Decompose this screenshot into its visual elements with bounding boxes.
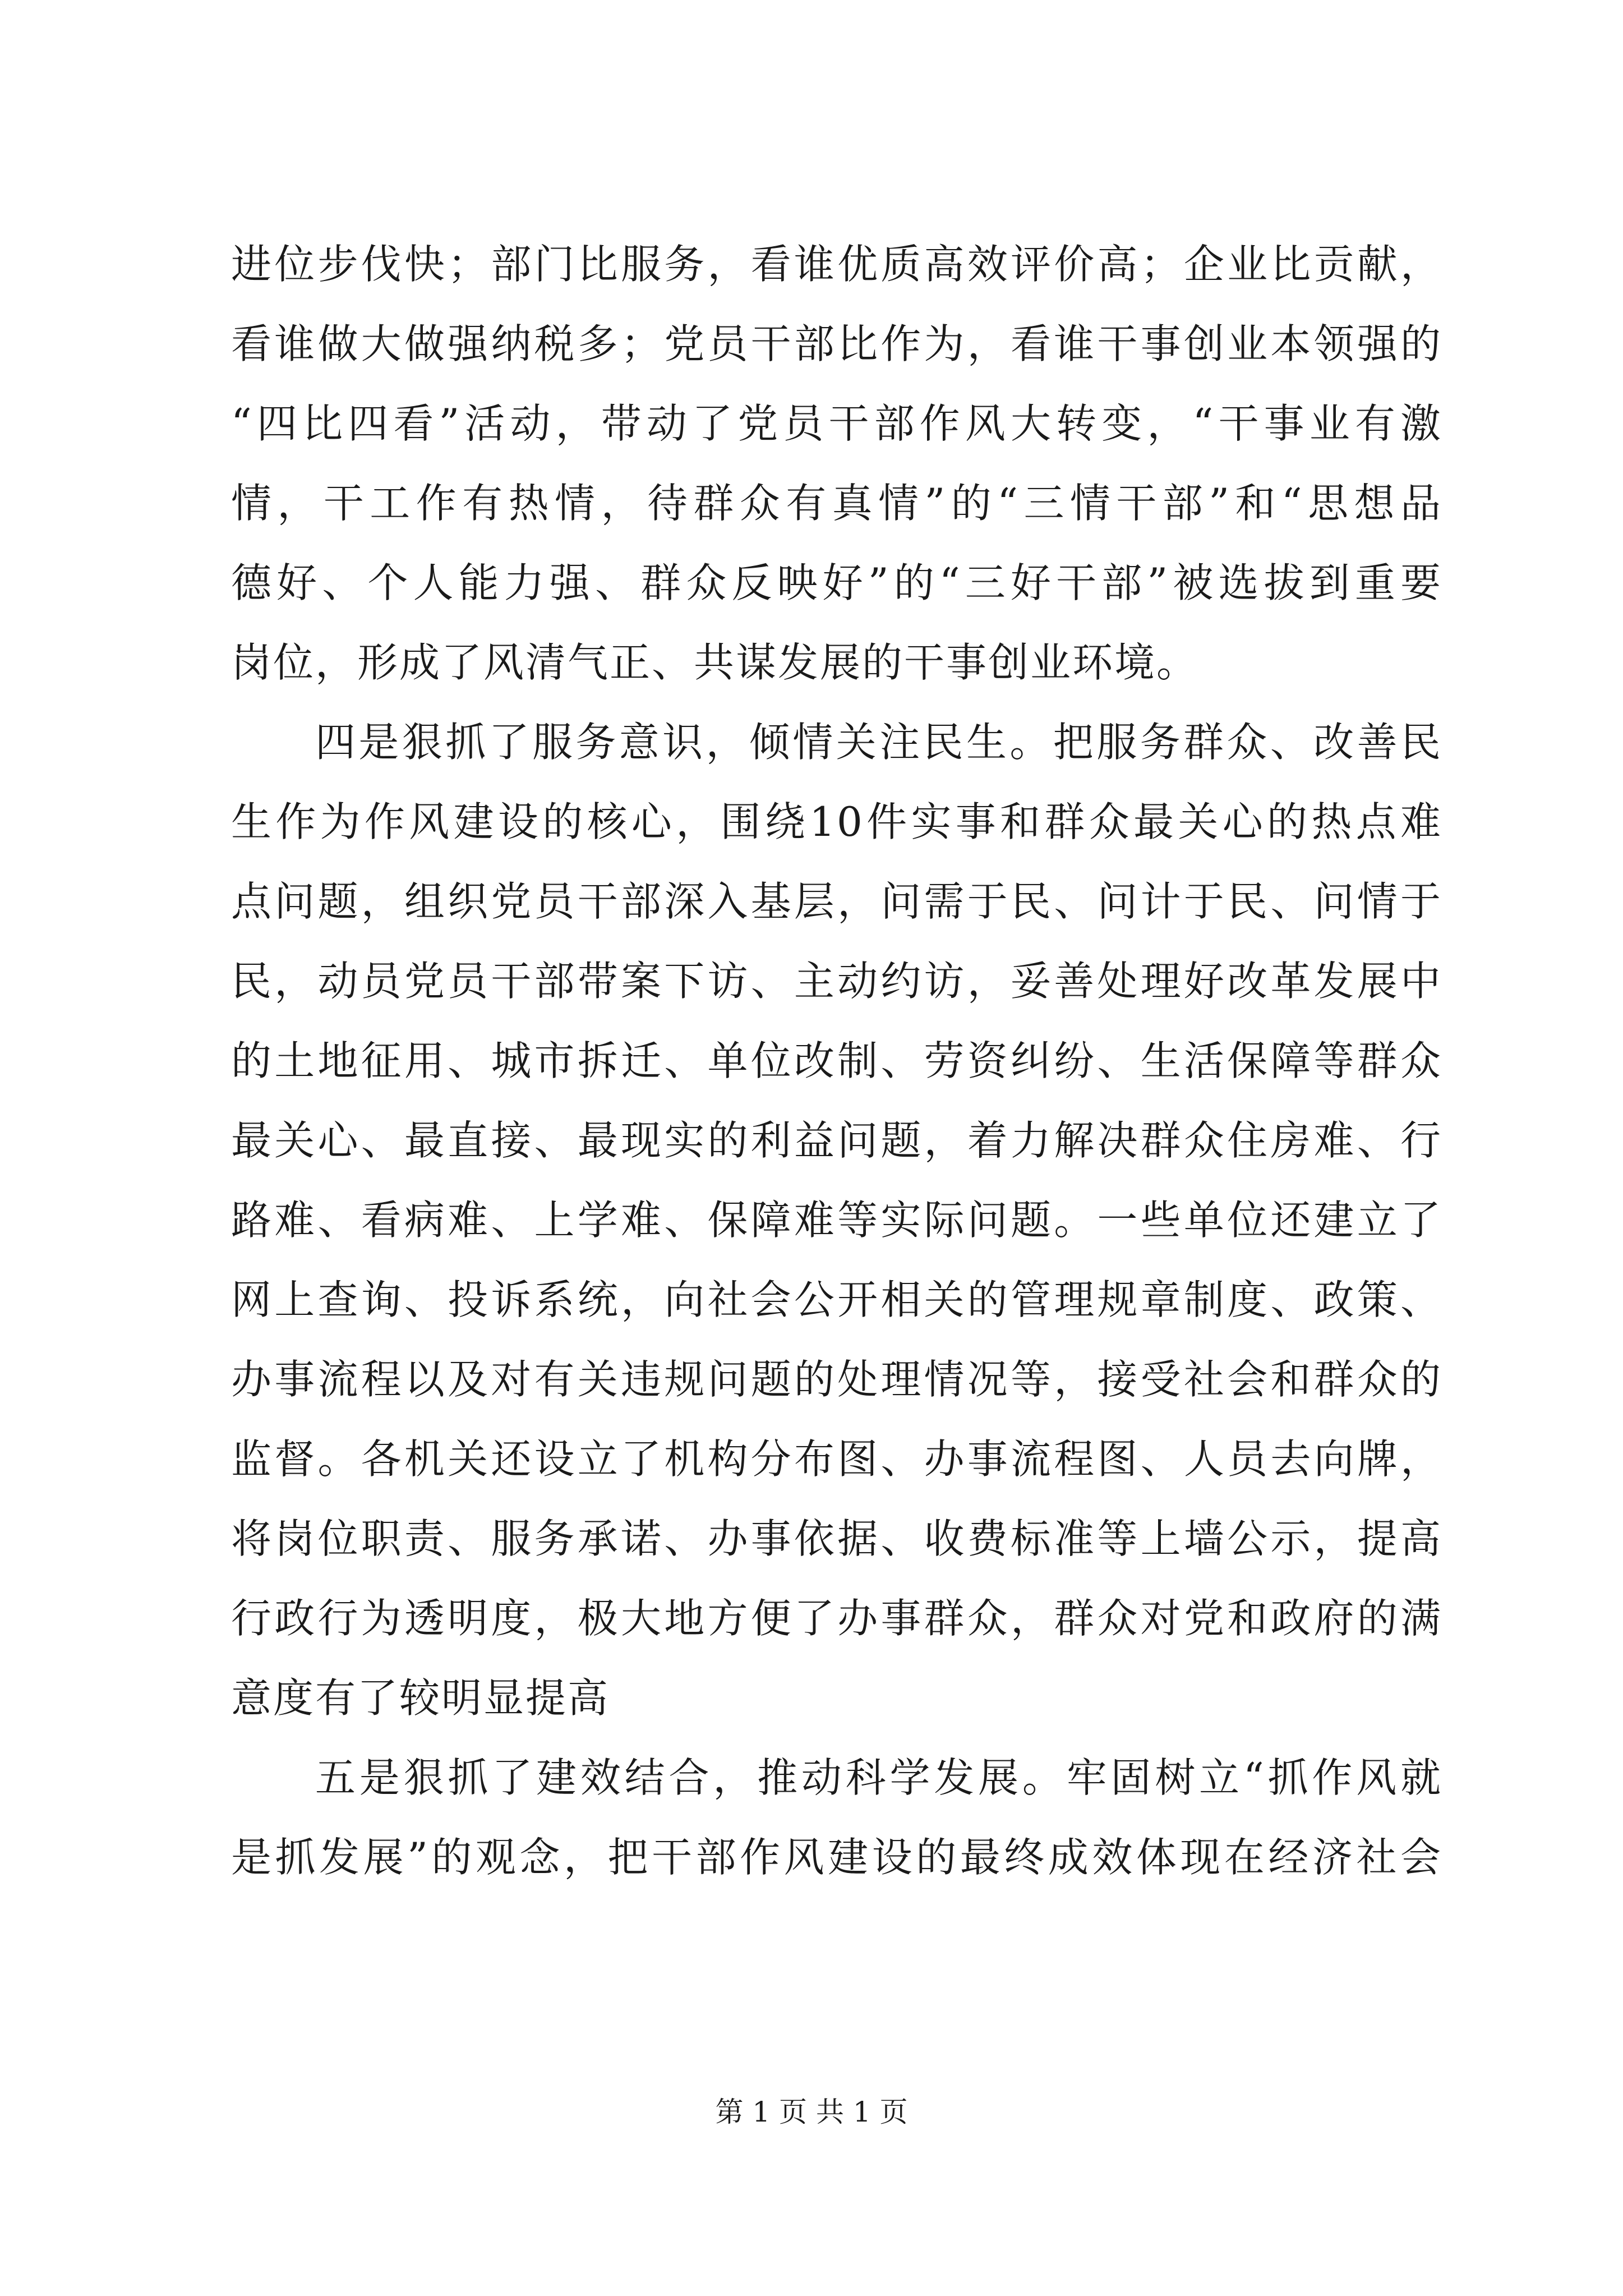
text-line: 将岗位职责、服务承诺、办事依据、收费标准等上墙公示，提高 bbox=[231, 1515, 1442, 1562]
text-line: 意度有了较明显提高 bbox=[231, 1674, 610, 1722]
text-line: 岗位，形成了风清气正、共谋发展的干事创业环境。 bbox=[231, 639, 1199, 686]
text-line: 的土地征用、城市拆迁、单位改制、劳资纠纷、生活保障等群众 bbox=[231, 1037, 1442, 1084]
text-line: 民，动员党员干部带案下访、主动约访，妥善处理好改革发展中 bbox=[231, 958, 1442, 1005]
text-line: 最关心、最直接、最现实的利益问题，着力解决群众住房难、行 bbox=[231, 1117, 1442, 1164]
text-line: 进位步伐快；部门比服务，看谁优质高效评价高；企业比贡献， bbox=[231, 241, 1442, 288]
text-line: 监督。各机关还设立了机构分布图、办事流程图、人员去向牌， bbox=[231, 1435, 1442, 1483]
text-line: 网上查询、投诉系统，向社会公开相关的管理规章制度、政策、 bbox=[231, 1276, 1442, 1323]
text-line: 是抓发展”的观念，把干部作风建设的最终成效体现在经济社会 bbox=[231, 1834, 1442, 1881]
document-body bbox=[231, 224, 1442, 1897]
text-line: 路难、看病难、上学难、保障难等实际问题。一些单位还建立了 bbox=[231, 1197, 1442, 1244]
text-line: 德好、个人能力强、群众反映好”的“三好干部”被选拔到重要 bbox=[231, 559, 1442, 606]
text-line: “四比四看”活动，带动了党员干部作风大转变，“干事业有激 bbox=[231, 400, 1442, 447]
text-line: 点问题，组织党员干部深入基层，问需于民、问计于民、问情于 bbox=[231, 878, 1442, 925]
text-line: 行政行为透明度，极大地方便了办事群众，群众对党和政府的满 bbox=[231, 1595, 1442, 1642]
paragraph-start-line: 四是狠抓了服务意识，倾情关注民生。把服务群众、改善民 bbox=[315, 719, 1442, 766]
paragraph-start-line: 五是狠抓了建效结合，推动科学发展。牢固树立“抓作风就 bbox=[315, 1754, 1442, 1801]
text-line: 看谁做大做强纳税多；党员干部比作为，看谁干事创业本领强的 bbox=[231, 320, 1442, 367]
text-line: 办事流程以及对有关违规问题的处理情况等，接受社会和群众的 bbox=[231, 1356, 1442, 1403]
page-footer: 第 1 页 共 1 页 bbox=[715, 2096, 908, 2128]
text-line: 生作为作风建设的核心，围绕10件实事和群众最关心的热点难 bbox=[231, 798, 1442, 845]
text-line: 情，干工作有热情，待群众有真情”的“三情干部”和“思想品 bbox=[231, 480, 1442, 527]
